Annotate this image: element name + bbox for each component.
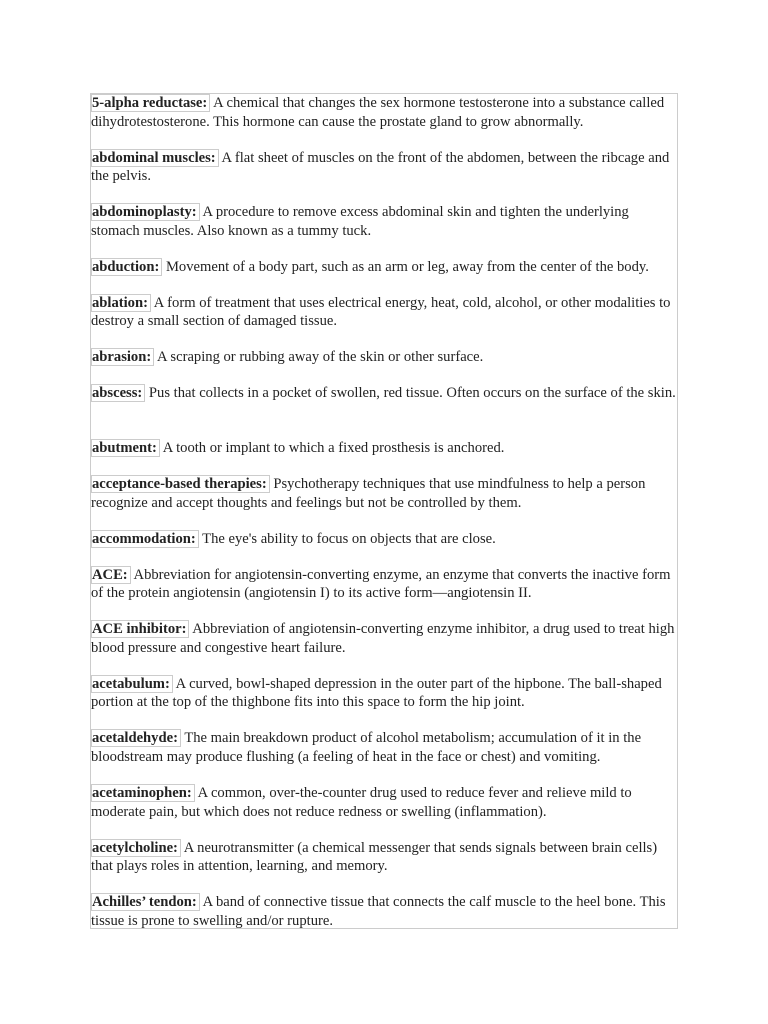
glossary-entry bbox=[91, 258, 677, 277]
glossary-term: acetaldehyde: bbox=[91, 729, 181, 747]
glossary-entry bbox=[91, 893, 677, 929]
glossary-entry bbox=[91, 839, 677, 876]
glossary-definition: Psychotherapy techniques that use mindfulness to help a person recognize and accept thoughts and feelings but not be controlled by them. bbox=[91, 476, 646, 511]
glossary-definition: Movement of a body part, such as an arm or leg, away from the center of the body. bbox=[162, 258, 649, 275]
glossary-term: acceptance-based therapies: bbox=[91, 475, 270, 493]
glossary-definition: A neurotransmitter (a chemical messenger that sends signals between brain cells) that plays roles in attention, learning, and memory. bbox=[91, 839, 658, 875]
glossary-term: abutment: bbox=[91, 439, 160, 457]
glossary-term: abdominal muscles: bbox=[91, 149, 219, 167]
glossary-definition: Pus that collects in a pocket of swollen, red tissue. Often occurs on the surface of the skin. bbox=[145, 385, 676, 402]
glossary-definition: A common, over-the-counter drug used to reduce fever and relieve mild to moderate pain, but which does not reduce redness or swelling (inflammation). bbox=[91, 785, 632, 820]
glossary-entry bbox=[91, 675, 677, 712]
glossary-entry bbox=[91, 530, 677, 549]
glossary-definition: A curved, bowl-shaped depression in the outer part of the hipbone. The ball-shaped portion at the top of the thighbone fits into this space to form the hip joint. bbox=[91, 675, 662, 711]
glossary-entry bbox=[91, 620, 677, 657]
glossary-definition: Abbreviation of angiotensin-converting enzyme inhibitor, a drug used to treat high blood pressure and congestive heart failure. bbox=[91, 621, 675, 656]
glossary-term: acetabulum: bbox=[91, 675, 173, 693]
glossary-term: abscess: bbox=[91, 384, 145, 402]
glossary-entry bbox=[91, 439, 677, 458]
glossary-term: abduction: bbox=[91, 258, 162, 276]
glossary-definition: A scraping or rubbing away of the skin or other surface. bbox=[154, 349, 484, 366]
glossary-term: acetylcholine: bbox=[91, 839, 181, 857]
glossary-entry bbox=[91, 294, 677, 331]
glossary-entry bbox=[91, 149, 677, 186]
glossary-term: abrasion: bbox=[91, 348, 154, 366]
glossary-definition: The eye's ability to focus on objects that are close. bbox=[198, 530, 496, 547]
glossary-entry bbox=[91, 94, 677, 131]
glossary-term: 5-alpha reductase: bbox=[91, 94, 210, 112]
glossary-entry bbox=[91, 784, 677, 821]
glossary-list bbox=[90, 93, 678, 929]
glossary-term: acetaminophen: bbox=[91, 784, 195, 802]
glossary-entry bbox=[91, 384, 677, 403]
glossary-definition: A band of connective tissue that connects the calf muscle to the heel bone. This tissue is prone to swelling and/or rupture. bbox=[91, 894, 666, 929]
glossary-entry bbox=[91, 729, 677, 766]
glossary-term: ACE: bbox=[91, 566, 131, 584]
glossary-entry bbox=[91, 566, 677, 603]
glossary-entry bbox=[91, 475, 677, 512]
glossary-definition: The main breakdown product of alcohol metabolism; accumulation of it in the bloodstream may produce flushing (a feeling of heat in the face or chest) and vomiting. bbox=[91, 730, 642, 765]
glossary-term: accommodation: bbox=[91, 530, 199, 548]
glossary-entry bbox=[91, 348, 677, 367]
glossary-definition: A tooth or implant to which a fixed prosthesis is anchored. bbox=[159, 440, 505, 456]
glossary-term: ACE inhibitor: bbox=[91, 620, 189, 638]
glossary-entry bbox=[91, 203, 677, 240]
glossary-definition: A flat sheet of muscles on the front of the abdomen, between the ribcage and the pelvis. bbox=[91, 149, 670, 185]
glossary-term: abdominoplasty: bbox=[91, 203, 200, 221]
glossary-term: Achilles’ tendon: bbox=[91, 893, 200, 911]
glossary-definition: A form of treatment that uses electrical energy, heat, cold, alcohol, or other modalities to destroy a small section of damaged tissue. bbox=[91, 294, 671, 330]
glossary-definition: A chemical that changes the sex hormone testosterone into a substance called dihydrotestosterone. This hormone can cause the prostate gland to grow abnormally. bbox=[91, 95, 665, 130]
glossary-term: ablation: bbox=[91, 294, 151, 312]
glossary-definition: A procedure to remove excess abdominal skin and tighten the underlying stomach muscles. Also known as a tummy tuck. bbox=[91, 204, 629, 239]
glossary-definition: Abbreviation for angiotensin-converting enzyme, an enzyme that converts the inactive form of the protein angiotensin (angiotensin I) to its active form—angiotensin II. bbox=[91, 566, 671, 602]
